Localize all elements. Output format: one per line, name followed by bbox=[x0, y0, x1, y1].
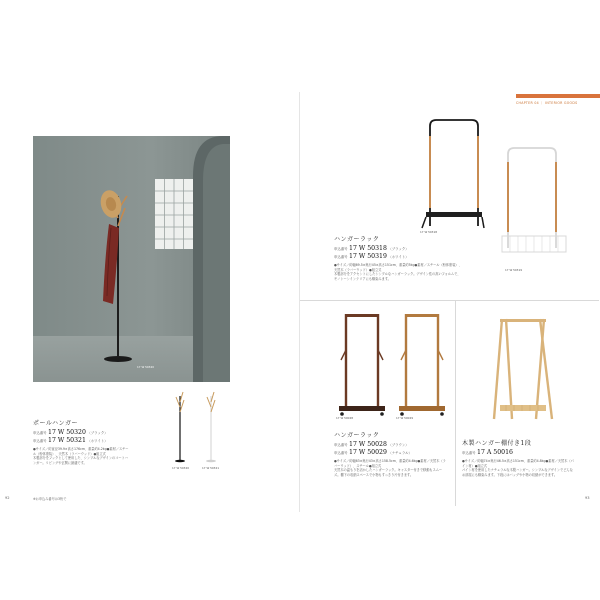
product-code-row: 申込番号 17 W 50028 （ブラウン） bbox=[334, 441, 409, 448]
rack-caption: 17 W 50318 bbox=[420, 230, 437, 234]
product-description: ●サイズ／約直径39.9×高さ176cm、重量約4.2kg●素材／スチール（粉体塗装）、天然木（ラバーウッド）●組立式 木製部分をフックとして使用した、シンプルなデザインのコートハンガー。リビングや玄関に最適です。 bbox=[33, 447, 129, 465]
rack-natural-image bbox=[397, 310, 447, 420]
product-title: ハンガーラック bbox=[334, 236, 380, 243]
rack-white-image bbox=[498, 144, 570, 268]
rack2-caption: 17 W 50028 bbox=[336, 416, 353, 420]
product-code-row: 申込番号 17 W 50319 （ホワイト） bbox=[334, 253, 409, 260]
product-code-row: 申込番号 17 A 50016 bbox=[462, 449, 513, 456]
product-description: ●サイズ／約幅74×奥行46.5×高さ151cm、重量約4.8kg●素材／天然木（パイン材）●組立式 パイン材を使用したナチュラルな木製ハンガー。シンプルなデザインでどんなお部屋にも馴染みます。下段にはバッグや小物の収納ができます。 bbox=[462, 459, 574, 477]
chapter-bar bbox=[516, 94, 600, 98]
pole-hanger-block bbox=[33, 418, 173, 465]
product-title: 木製ハンガー棚付き1段 bbox=[462, 440, 532, 447]
pole-thumb-black bbox=[170, 388, 190, 466]
product-description: ●サイズ／約幅63×奥行43×高さ158.5cm、重量約4.6kg●素材／天然木（ラバーウッド）、スチール●組立式 天然木の温もりを活かしたハンガーラック。キャスター付きで移動もスムーズ。棚下の収納スペースで小物もすっきり片付きます。 bbox=[334, 459, 446, 477]
product-title: ポールハンガー bbox=[33, 420, 78, 427]
lifestyle-photo bbox=[33, 136, 230, 382]
column-divider bbox=[455, 300, 456, 506]
rack2-caption: 17 W 50029 bbox=[396, 416, 413, 420]
pole-thumb-white bbox=[201, 388, 221, 466]
hanger-rack-block bbox=[334, 234, 484, 281]
rack-black-image bbox=[418, 116, 488, 236]
product-title: ハンガーラック bbox=[334, 432, 380, 439]
photo-caption: 17 W 50320 bbox=[137, 365, 154, 369]
page-number-left: 92 bbox=[5, 496, 10, 500]
wood-hanger-block bbox=[462, 438, 574, 477]
page-fold bbox=[299, 92, 300, 512]
rack-brown-image bbox=[337, 310, 387, 420]
page-number-right: 93 bbox=[585, 496, 590, 500]
thumb-caption: 17 W 50321 bbox=[202, 466, 219, 470]
product-code-row: 申込番号 17 W 50321 （ホワイト） bbox=[33, 437, 108, 444]
product-code-row: 申込番号 17 W 50029 （ナチュラル） bbox=[334, 449, 412, 456]
wood-hanger-image bbox=[490, 315, 556, 425]
footnote: ※お申込み番号は3桁で bbox=[33, 497, 67, 501]
product-description: ●サイズ／約幅69.5×奥行45×高さ151cm、重量約5kg●素材／スチール（粉体塗装）、天然木（ラバーウッド）●組立式 木製部分をアクセントにしたシンプルなハンガーラック。デザイン性の高いフォルムで、モノトーンインテリアにも馴染みます。 bbox=[334, 263, 462, 281]
section-divider bbox=[300, 300, 599, 301]
thumb-caption: 17 W 50320 bbox=[172, 466, 189, 470]
product-code-row: 申込番号 17 W 50318 （ブラック） bbox=[334, 245, 409, 252]
product-code-row: 申込番号 17 W 50320 （ブラック） bbox=[33, 429, 108, 436]
chapter-label: CHAPTER 04 ｜ INTERIOR GOODS bbox=[516, 101, 578, 105]
rack-caption: 17 W 50319 bbox=[505, 268, 522, 272]
wood-rack-block bbox=[334, 430, 452, 477]
